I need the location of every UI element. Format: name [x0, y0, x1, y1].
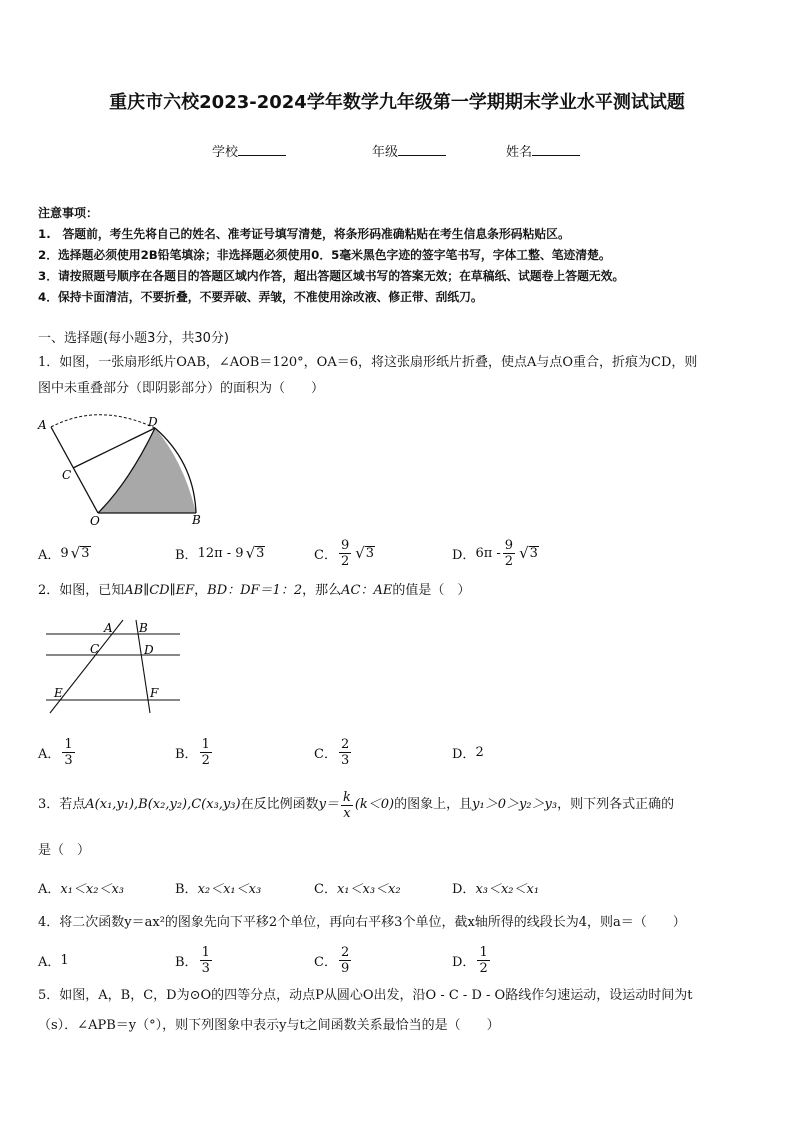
q1-option-d-rad: 3 [529, 545, 538, 561]
label-d: D [148, 415, 158, 429]
q3-option-c-value: x₁＜x₃＜x₂ [336, 881, 401, 897]
q2-mid: ， [194, 583, 208, 598]
question-1-line1: 1．如图，一张扇形纸片OAB，∠AOB＝120°，OA＝6，将这张扇形纸片折叠，使点A与点O重合，折痕为CD，则 [38, 355, 698, 370]
question-2 [38, 578, 758, 604]
q1-option-a-coef: 9 [60, 545, 69, 561]
question-1-options [38, 533, 758, 573]
label-c: C [90, 642, 100, 656]
section-heading: 一、选择题(每小题3分，共30分) [38, 331, 229, 346]
line-ao [51, 427, 98, 513]
q4-option-c-label: C． [314, 954, 337, 970]
grade-label: 年级 [372, 145, 399, 160]
question-1-line2: 图中未重叠部分（即阴影部分）的面积为（ ） [38, 381, 325, 396]
q2-option-c-fraction [339, 737, 351, 768]
q1-option-c-rad: 3 [365, 545, 375, 561]
fraction-numerator: 2 [340, 736, 350, 752]
q3-option-a-label: A． [38, 881, 61, 897]
fraction-denominator: 9 [340, 960, 350, 976]
question-4-options [38, 940, 758, 980]
q2-option-d[interactable] [452, 732, 484, 772]
q1-option-a-rad: 3 [81, 545, 90, 561]
q4-option-d-label: D． [452, 954, 476, 970]
q4-option-b-label: B． [175, 954, 198, 970]
fraction-numerator: 9 [504, 537, 514, 553]
q3-option-a-value: x₁＜x₂＜x₃ [60, 881, 125, 897]
q2-mid2: ，那么 [302, 583, 342, 598]
q3-func-fraction [341, 790, 353, 821]
q2-option-a[interactable] [38, 732, 77, 772]
q3-mid: 在反比例函数 [240, 797, 319, 812]
note-item: 4．保持卡面清洁，不要折叠，不要弄破、弄皱，不准使用涂改液、修正带、刮纸刀。 [38, 290, 483, 304]
q2-option-b-label: B． [175, 746, 198, 762]
q1-option-a[interactable] [38, 533, 91, 573]
label-e: E [54, 686, 63, 700]
q3-option-c[interactable] [314, 867, 401, 907]
question-3-line2: 是（ ） [38, 843, 91, 858]
q3-option-d-value: x₃＜x₂＜x₁ [475, 881, 540, 897]
q4-option-b-fraction [200, 945, 212, 976]
question-5 [38, 983, 758, 1039]
name-field [506, 141, 580, 160]
q2-option-c[interactable] [314, 732, 353, 772]
name-label: 姓名 [506, 145, 533, 160]
fraction-numerator: 1 [64, 736, 73, 752]
fraction-denominator: 2 [504, 553, 514, 569]
label-f: F [150, 686, 159, 700]
label-a: A [38, 418, 47, 432]
q2-option-c-label: C． [314, 746, 337, 762]
q1-option-b[interactable] [175, 533, 265, 573]
notes-block [38, 203, 758, 308]
q4-option-d-fraction [477, 945, 489, 976]
q3-option-a[interactable] [38, 867, 124, 907]
label-b: B [139, 621, 148, 635]
q1-option-d[interactable] [452, 533, 539, 573]
q1-option-b-label: B． [175, 547, 198, 563]
q1-option-d-label: D． [452, 547, 476, 563]
q3-option-b-value: x₂＜x₁＜x₃ [197, 881, 262, 897]
q4-option-a-label: A． [38, 954, 61, 970]
shaded-region [98, 428, 196, 513]
note-item: 3．请按照题号顺序在各题目的答题区域内作答，超出答题区域书写的答案无效；在草稿纸、试题卷上答题无效。 [38, 269, 625, 283]
question-1-figure [34, 412, 214, 532]
q4-option-a[interactable] [38, 940, 69, 980]
fraction-numerator: 1 [479, 944, 488, 960]
label-b: B [192, 513, 201, 527]
q3-option-c-label: C． [314, 881, 337, 897]
fraction-numerator: 1 [201, 736, 210, 752]
fraction-denominator: 2 [340, 553, 350, 569]
question-5-line1: 5．如图，A，B，C，D为⊙O的四等分点，动点P从圆心O出发，沿O - C - D - O路线作匀速运动，设运动时间为t [38, 988, 693, 1003]
question-3 [38, 790, 758, 820]
sqrt-icon: √ [245, 544, 256, 562]
q2-math-target: AC：AE [341, 583, 393, 598]
q2-option-b[interactable] [175, 732, 214, 772]
q1-option-d-prefix: 6π - [475, 545, 501, 561]
q2-math-ratio: BD：DF＝1：2 [207, 583, 303, 598]
exam-title: 重庆市六校2023-2024学年数学九年级第一学期期末学业水平测试试题 [109, 92, 685, 113]
question-5-line2: （s）．∠APB＝y（°），则下列图象中表示y与t之间函数关系最恰当的是（ ） [38, 1018, 500, 1033]
question-4: 4．将二次函数y＝ax²的图象先向下平移2个单位，再向右平移3个单位，截x轴所得的线段长为4，则a＝（ ） [38, 915, 686, 930]
q2-option-a-fraction [62, 737, 74, 768]
question-1 [38, 350, 758, 402]
q2-option-b-fraction [200, 737, 212, 768]
q3-func-cond: (k＜0) [354, 797, 395, 812]
name-blank [532, 143, 580, 156]
q2-option-a-label: A． [38, 746, 61, 762]
sqrt-icon: √ [355, 544, 365, 562]
label-a: A [104, 621, 113, 635]
q1-option-c-label: C． [314, 547, 337, 563]
fraction-numerator: 2 [340, 944, 350, 960]
q1-option-c-fraction [339, 538, 351, 569]
q2-math-parallel: AB∥CD∥EF [124, 583, 195, 598]
q4-option-c[interactable] [314, 940, 353, 980]
school-field [212, 141, 286, 160]
q3-pre: 3．若点 [38, 797, 86, 812]
note-item: 1. 答题前，考生先将自己的姓名、准考证号填写清楚，将条形码准确粘贴在考生信息条形码粘贴区。 [38, 227, 570, 241]
q3-points: A(x₁,y₁),B(x₂,y₂),C(x₃,y₃) [85, 797, 241, 812]
label-o: O [90, 514, 100, 528]
q4-option-d[interactable] [452, 940, 492, 980]
notes-heading: 注意事项： [38, 206, 99, 220]
fraction-numerator: 9 [340, 537, 350, 553]
q3-option-d[interactable] [452, 867, 539, 907]
q4-option-c-fraction [339, 945, 351, 976]
question-2-figure [40, 618, 190, 718]
q4-option-a-value: 1 [60, 952, 69, 968]
fraction-denominator: 3 [201, 960, 210, 976]
school-label: 学校 [212, 145, 239, 160]
q1-option-c[interactable] [314, 533, 375, 573]
sqrt-icon: √ [70, 544, 81, 562]
q3-post: ，则下列各式正确的 [557, 797, 675, 812]
note-item: 2．选择题必须使用2B铅笔填涂；非选择题必须使用0．5毫米黑色字迹的签字笔书写，字体工整、笔迹清楚。 [38, 248, 611, 262]
question-3-options [38, 867, 758, 907]
q3-option-b[interactable] [175, 867, 261, 907]
q3-mid2: 的图象上，且 [394, 797, 473, 812]
grade-field [372, 141, 446, 160]
q1-option-b-prefix: 12π - 9 [197, 545, 244, 561]
fraction-denominator: 3 [340, 752, 350, 768]
grade-blank [398, 143, 446, 156]
q2-option-d-value: 2 [475, 744, 484, 760]
fraction-denominator: x [343, 805, 351, 821]
q3-func-left: y＝ [318, 797, 339, 812]
sqrt-icon: √ [519, 544, 529, 562]
school-blank [238, 143, 286, 156]
q1-option-d-fraction [503, 538, 515, 569]
fraction-denominator: 3 [64, 752, 73, 768]
q3-option-b-label: B． [175, 881, 198, 897]
q3-cond: y₁＞0＞y₂＞y₃ [472, 797, 558, 812]
label-d: D [144, 643, 154, 657]
question-2-options [38, 732, 758, 772]
q1-option-a-label: A． [38, 547, 61, 563]
q2-post: 的值是（ ） [392, 583, 471, 598]
fraction-denominator: 2 [479, 960, 488, 976]
q3-option-d-label: D． [452, 881, 476, 897]
fraction-numerator: k [342, 789, 351, 805]
arc-ad-dashed [51, 415, 155, 428]
q2-pre: 2．如图，已知 [38, 583, 125, 598]
q2-option-d-label: D． [452, 746, 476, 762]
q1-option-b-rad: 3 [256, 545, 265, 561]
fraction-denominator: 2 [201, 752, 210, 768]
fraction-numerator: 1 [201, 944, 210, 960]
label-c: C [62, 468, 72, 482]
q4-option-b[interactable] [175, 940, 214, 980]
